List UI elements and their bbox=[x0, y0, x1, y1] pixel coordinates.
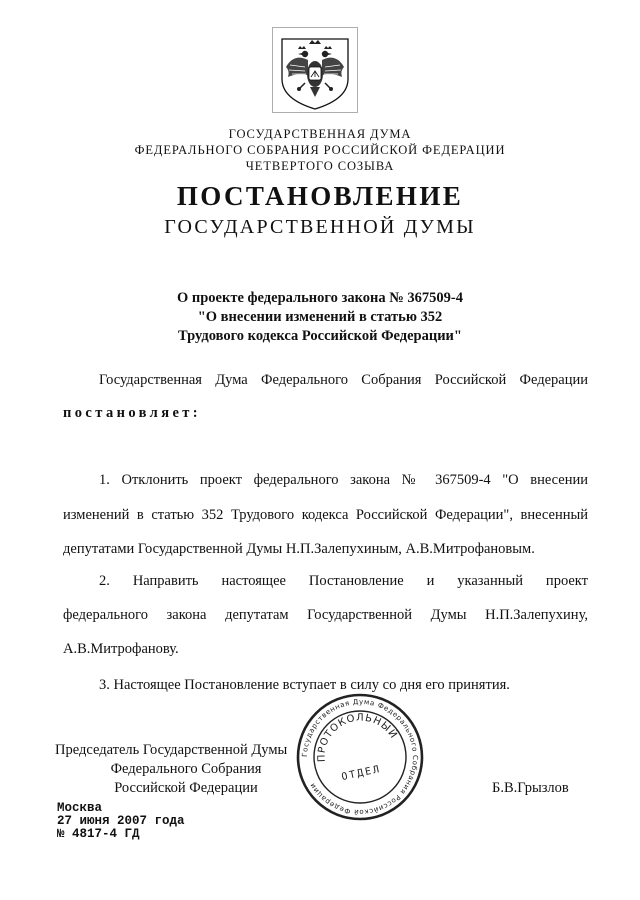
preamble: Государственная Дума Федерального Собрания Российской Федерации bbox=[99, 372, 588, 388]
header-line-3: ЧЕТВЕРТОГО СОЗЫВА bbox=[245, 159, 395, 173]
header-line-2: ФЕДЕРАЛЬНОГО СОБРАНИЯ РОССИЙСКОЙ ФЕДЕРАЦИИ bbox=[134, 143, 506, 157]
clause-1-line-3: депутатами Государственной Думы Н.П.Залепухиным, А.В.Митрофановым. bbox=[63, 541, 535, 557]
signature-position-line-2: Федерального Собрания bbox=[110, 761, 262, 777]
footer-date: 27 июня 2007 года bbox=[57, 814, 185, 828]
clause-2-line-1: 2. Направить настоящее Постановление и указанный проект bbox=[99, 573, 588, 589]
clause-2-line-3: А.В.Митрофанову. bbox=[63, 641, 179, 657]
stamp-ring-text: Государственная Дума Федерального Собрания Российской Федерации bbox=[300, 697, 420, 817]
signatory-name: Б.В.Грызлов bbox=[492, 780, 569, 796]
footer-city: Москва bbox=[57, 801, 103, 815]
decides-heading: постановляет: bbox=[63, 405, 202, 421]
protocol-department-stamp bbox=[295, 692, 425, 822]
signature-position-line-1: Председатель Государственной Думы bbox=[55, 742, 288, 758]
clause-3-line-1: 3. Настоящее Постановление вступает в силу со дня его принятия. bbox=[99, 677, 510, 693]
subject-line-1: О проекте федерального закона № 367509-4 bbox=[176, 290, 464, 306]
stamp-word: ПРОТОКОЛЬНЫЙ bbox=[316, 712, 400, 763]
subject-line-3: Трудового кодекса Российской Федерации" bbox=[178, 328, 462, 344]
stamp-department: ОТДЕЛ bbox=[340, 763, 383, 784]
document-subtitle: ГОСУДАРСТВЕННОЙ ДУМЫ bbox=[164, 216, 476, 238]
subject-line-2: "О внесении изменений в статью 352 bbox=[197, 309, 443, 325]
header-line-1: ГОСУДАРСТВЕННАЯ ДУМА bbox=[228, 127, 412, 141]
document-title: ПОСТАНОВЛЕНИЕ bbox=[176, 181, 464, 211]
footer-number: № 4817-4 ГД bbox=[57, 827, 140, 841]
coat-of-arms-emblem bbox=[272, 27, 358, 113]
clause-2-line-2: федерального закона депутатам Государственной Думы Н.П.Залепухину, bbox=[63, 607, 588, 623]
signature-position-line-3: Российской Федерации bbox=[114, 780, 258, 796]
clause-1-line-2: изменений в статью 352 Трудового кодекса Российской Федерации", внесенный bbox=[63, 507, 588, 523]
clause-1-line-1: 1. Отклонить проект федерального закона № 367509-4 "О внесении bbox=[99, 472, 588, 488]
